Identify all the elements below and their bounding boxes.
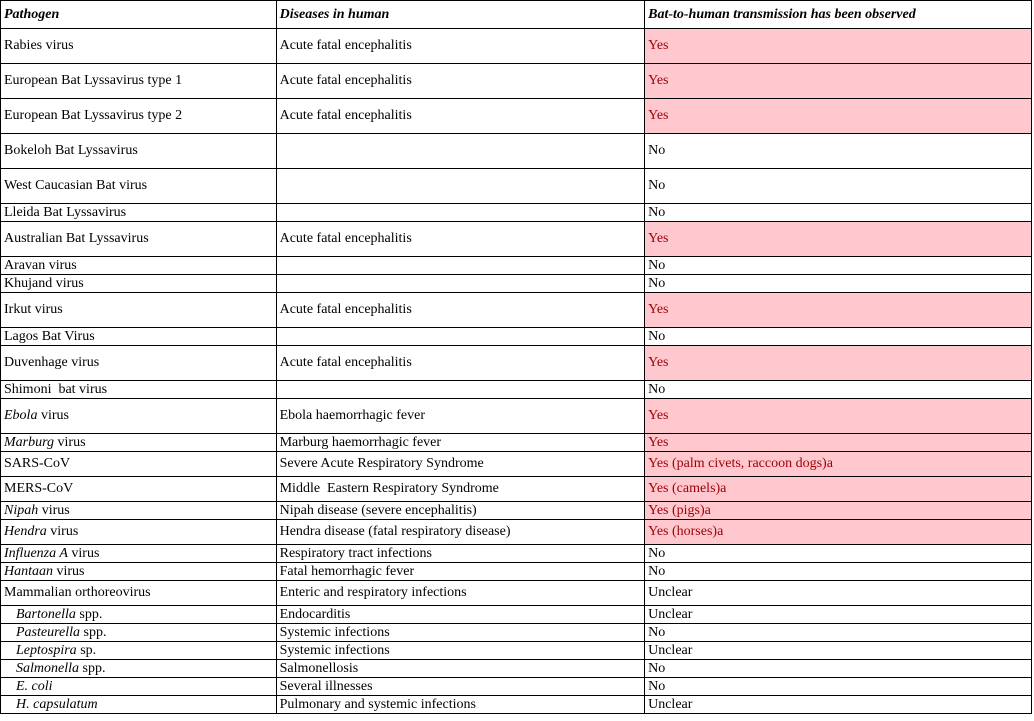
disease-cell: Acute fatal encephalitis bbox=[276, 99, 645, 134]
pathogen-name: Khujand virus bbox=[4, 275, 84, 291]
table-row bbox=[1, 434, 1032, 452]
transmission-cell: Yes bbox=[645, 434, 1032, 452]
pathogen-name-italic: E. coli bbox=[16, 678, 53, 694]
disease-cell: Systemic infections bbox=[276, 642, 645, 660]
table-row bbox=[1, 581, 1032, 606]
transmission-cell: No bbox=[645, 660, 1032, 678]
pathogen-cell bbox=[1, 257, 277, 275]
pathogen-name: Bokeloh Bat Lyssavirus bbox=[4, 143, 138, 158]
pathogen-cell bbox=[1, 222, 277, 257]
disease-cell bbox=[276, 328, 645, 346]
disease-cell: Acute fatal encephalitis bbox=[276, 64, 645, 99]
disease-cell bbox=[276, 257, 645, 275]
table-row bbox=[1, 29, 1032, 64]
pathogen-cell bbox=[1, 606, 277, 624]
pathogen-name-italic: Marburg bbox=[4, 434, 55, 450]
transmission-cell: No bbox=[645, 545, 1032, 563]
disease-cell: Acute fatal encephalitis bbox=[276, 222, 645, 257]
transmission-cell: Yes bbox=[645, 346, 1032, 381]
transmission-cell: Yes bbox=[645, 99, 1032, 134]
table-row bbox=[1, 293, 1032, 328]
pathogen-cell bbox=[1, 29, 277, 64]
table-row bbox=[1, 477, 1032, 502]
pathogen-name: Australian Bat Lyssavirus bbox=[4, 231, 149, 246]
transmission-cell: No bbox=[645, 328, 1032, 346]
table-row bbox=[1, 678, 1032, 696]
pathogen-cell bbox=[1, 563, 277, 581]
table-row bbox=[1, 99, 1032, 134]
pathogen-cell bbox=[1, 434, 277, 452]
transmission-cell: Unclear bbox=[645, 581, 1032, 606]
pathogen-cell bbox=[1, 477, 277, 502]
table-row bbox=[1, 545, 1032, 563]
pathogen-name-italic: Influenza A bbox=[4, 545, 68, 561]
pathogen-name-italic: Hendra bbox=[4, 524, 47, 539]
disease-cell: Respiratory tract infections bbox=[276, 545, 645, 563]
disease-cell: Salmonellosis bbox=[276, 660, 645, 678]
pathogen-name: MERS-CoV bbox=[4, 481, 74, 496]
pathogen-name: virus bbox=[53, 563, 85, 579]
pathogen-name-italic: H. capsulatum bbox=[16, 696, 98, 712]
table-body bbox=[1, 29, 1032, 714]
pathogen-name: spp. bbox=[79, 660, 106, 676]
pathogen-name: Lleida Bat Lyssavirus bbox=[4, 204, 127, 220]
pathogen-cell bbox=[1, 169, 277, 204]
transmission-cell: No bbox=[645, 381, 1032, 399]
disease-cell: Acute fatal encephalitis bbox=[276, 293, 645, 328]
pathogen-cell bbox=[1, 328, 277, 346]
pathogen-cell bbox=[1, 502, 277, 520]
transmission-cell: Unclear bbox=[645, 642, 1032, 660]
disease-cell: Marburg haemorrhagic fever bbox=[276, 434, 645, 452]
transmission-cell: Yes (camels)a bbox=[645, 477, 1032, 502]
pathogen-cell bbox=[1, 204, 277, 222]
transmission-cell: Yes (pigs)a bbox=[645, 502, 1032, 520]
pathogen-name-italic: Salmonella bbox=[16, 660, 79, 676]
pathogen-name: virus bbox=[54, 434, 86, 450]
pathogen-cell bbox=[1, 624, 277, 642]
pathogen-name: Aravan virus bbox=[4, 257, 77, 273]
pathogen-cell bbox=[1, 346, 277, 381]
table-row bbox=[1, 222, 1032, 257]
disease-cell: Middle Eastern Respiratory Syndrome bbox=[276, 477, 645, 502]
header-pathogen: Pathogen bbox=[1, 1, 277, 29]
pathogen-cell bbox=[1, 275, 277, 293]
disease-cell: Systemic infections bbox=[276, 624, 645, 642]
disease-cell bbox=[276, 204, 645, 222]
table-row bbox=[1, 346, 1032, 381]
disease-cell bbox=[276, 381, 645, 399]
table-row bbox=[1, 399, 1032, 434]
pathogen-cell bbox=[1, 293, 277, 328]
pathogen-cell bbox=[1, 99, 277, 134]
header-row bbox=[1, 1, 1032, 29]
transmission-cell: No bbox=[645, 275, 1032, 293]
pathogen-name-italic: Pasteurella bbox=[16, 624, 81, 640]
table-row bbox=[1, 563, 1032, 581]
transmission-cell: Unclear bbox=[645, 696, 1032, 714]
pathogen-cell bbox=[1, 134, 277, 169]
pathogen-name: Irkut virus bbox=[4, 302, 63, 317]
table-row bbox=[1, 64, 1032, 99]
disease-cell bbox=[276, 169, 645, 204]
pathogen-cell bbox=[1, 678, 277, 696]
pathogen-name: virus bbox=[46, 524, 79, 539]
disease-cell: Fatal hemorrhagic fever bbox=[276, 563, 645, 581]
transmission-cell: Yes (horses)a bbox=[645, 520, 1032, 545]
transmission-cell: Yes bbox=[645, 64, 1032, 99]
table-row bbox=[1, 660, 1032, 678]
pathogen-name: sp. bbox=[76, 642, 97, 658]
pathogen-cell bbox=[1, 696, 277, 714]
pathogen-cell bbox=[1, 399, 277, 434]
table-row bbox=[1, 275, 1032, 293]
pathogen-name: Rabies virus bbox=[4, 38, 74, 53]
table-row bbox=[1, 452, 1032, 477]
disease-cell: Hendra disease (fatal respiratory disease) bbox=[276, 520, 645, 545]
pathogen-name: Duvenhage virus bbox=[4, 355, 100, 370]
pathogen-cell bbox=[1, 642, 277, 660]
table-row bbox=[1, 502, 1032, 520]
disease-cell: Several illnesses bbox=[276, 678, 645, 696]
pathogen-name-italic: Hantaan bbox=[4, 563, 53, 579]
table-row bbox=[1, 328, 1032, 346]
pathogen-name-italic: Nipah bbox=[4, 502, 39, 518]
pathogen-name-italic: Ebola bbox=[4, 408, 38, 423]
table-row bbox=[1, 134, 1032, 169]
table-row bbox=[1, 204, 1032, 222]
disease-cell: Pulmonary and systemic infections bbox=[276, 696, 645, 714]
pathogen-name: spp. bbox=[75, 606, 103, 622]
pathogen-name-italic: Bartonella bbox=[16, 606, 76, 622]
transmission-cell: No bbox=[645, 134, 1032, 169]
disease-cell: Ebola haemorrhagic fever bbox=[276, 399, 645, 434]
transmission-cell: Yes bbox=[645, 293, 1032, 328]
header-diseases: Diseases in human bbox=[276, 1, 645, 29]
table-row bbox=[1, 642, 1032, 660]
pathogen-cell bbox=[1, 581, 277, 606]
pathogen-name: Lagos Bat Virus bbox=[4, 328, 95, 344]
pathogen-name: European Bat Lyssavirus type 2 bbox=[4, 108, 183, 123]
transmission-cell: Yes bbox=[645, 29, 1032, 64]
pathogen-name: European Bat Lyssavirus type 1 bbox=[4, 73, 183, 88]
table-row bbox=[1, 257, 1032, 275]
header-transmission: Bat-to-human transmission has been observed bbox=[645, 1, 1032, 29]
pathogen-name: spp. bbox=[80, 624, 107, 640]
pathogen-name: Shimoni bat virus bbox=[4, 381, 108, 397]
pathogen-cell bbox=[1, 452, 277, 477]
transmission-cell: Yes (palm civets, raccoon dogs)a bbox=[645, 452, 1032, 477]
transmission-cell: No bbox=[645, 678, 1032, 696]
pathogen-name: virus bbox=[38, 502, 70, 518]
pathogen-name: virus bbox=[67, 545, 100, 561]
pathogen-name: virus bbox=[37, 408, 69, 423]
pathogen-name: Mammalian orthoreovirus bbox=[4, 585, 151, 600]
pathogen-cell bbox=[1, 64, 277, 99]
transmission-cell: No bbox=[645, 169, 1032, 204]
table-row bbox=[1, 696, 1032, 714]
pathogen-name: West Caucasian Bat virus bbox=[4, 178, 148, 193]
table-row bbox=[1, 624, 1032, 642]
disease-cell: Endocarditis bbox=[276, 606, 645, 624]
transmission-cell: No bbox=[645, 624, 1032, 642]
pathogen-name-italic: Leptospira bbox=[16, 642, 77, 658]
transmission-cell: Unclear bbox=[645, 606, 1032, 624]
pathogen-cell bbox=[1, 660, 277, 678]
transmission-cell: Yes bbox=[645, 399, 1032, 434]
disease-cell: Enteric and respiratory infections bbox=[276, 581, 645, 606]
disease-cell: Severe Acute Respiratory Syndrome bbox=[276, 452, 645, 477]
disease-cell: Nipah disease (severe encephalitis) bbox=[276, 502, 645, 520]
pathogen-cell bbox=[1, 520, 277, 545]
pathogen-cell bbox=[1, 545, 277, 563]
table-row bbox=[1, 606, 1032, 624]
table-row bbox=[1, 381, 1032, 399]
transmission-cell: No bbox=[645, 204, 1032, 222]
disease-cell bbox=[276, 134, 645, 169]
table-row bbox=[1, 520, 1032, 545]
transmission-cell: No bbox=[645, 257, 1032, 275]
transmission-cell: No bbox=[645, 563, 1032, 581]
table-row bbox=[1, 169, 1032, 204]
disease-cell bbox=[276, 275, 645, 293]
pathogen-cell bbox=[1, 381, 277, 399]
disease-cell: Acute fatal encephalitis bbox=[276, 29, 645, 64]
pathogen-name: SARS-CoV bbox=[4, 456, 71, 471]
disease-cell: Acute fatal encephalitis bbox=[276, 346, 645, 381]
transmission-cell: Yes bbox=[645, 222, 1032, 257]
